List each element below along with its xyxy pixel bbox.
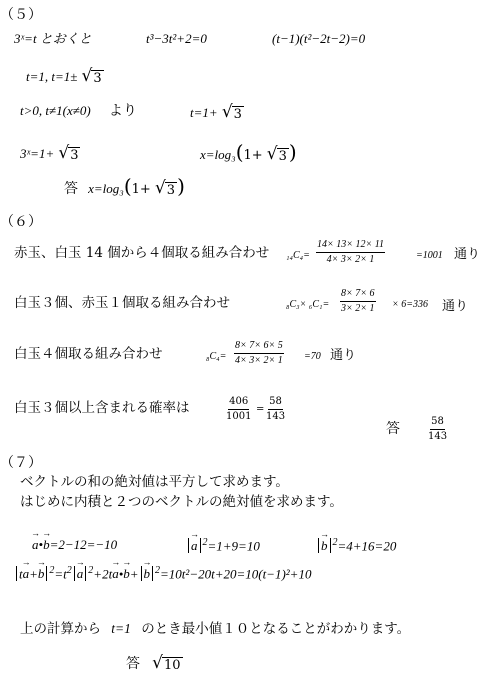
p6-row1-lhs: ₁₄C₄= bbox=[286, 250, 310, 261]
p6-row2-lhs: ₈C₃× ₆C₁= bbox=[286, 299, 330, 310]
p6-row3-unit: 通り bbox=[330, 348, 357, 363]
p5-line3-condition: t>0, t≠1(x≠0) bbox=[20, 103, 91, 118]
p7-norm-a: → a $^2$=1+9=10 bbox=[186, 538, 260, 553]
p6-answer-label: 答 bbox=[386, 421, 400, 437]
p6-row1-unit: 通り bbox=[454, 247, 481, 262]
p6-row3-fraction: $\frac{8\times 7\times 6\times 5}{4\times 3\times 2\times 1}$ bbox=[235, 340, 283, 366]
p6-row2-unit: 通り bbox=[442, 299, 469, 314]
p5-line1-substitution: 3ˣ=t とおくと bbox=[14, 31, 92, 46]
answer-label: 答 bbox=[126, 656, 140, 672]
sqrt-3: √ 3 bbox=[81, 66, 102, 86]
p6-row4-fraction-1: $\frac{406}{1001}$ bbox=[226, 396, 252, 422]
p5-line1-factored: (t−1)(t²−2t−2)=0 bbox=[272, 31, 366, 46]
sqrt-3: √ 3 bbox=[154, 178, 176, 198]
p6-row1-text: 赤玉、白玉 14 個から４個取る組み合わせ bbox=[14, 245, 270, 261]
p5-answer: 答 x=log₃(1+ √ 3 ) bbox=[64, 174, 185, 198]
p6-row1-result: =1001 bbox=[416, 250, 443, 261]
vector-a: → a bbox=[32, 538, 39, 551]
p5-line2 bbox=[26, 68, 104, 85]
p6-row4-fraction-2: $\frac{58}{143}$ bbox=[266, 396, 286, 422]
p5-line4-left: 3ˣ=1+ √ 3 bbox=[20, 143, 79, 163]
sqrt-3: √ 3 bbox=[266, 144, 287, 164]
p6-row3-lhs: ₈C₄= bbox=[206, 351, 227, 362]
p7-conclusion: 上の計算から t=1 のとき最小値１０となることがわかります。 bbox=[20, 621, 411, 637]
problem-7-label: （７） bbox=[0, 455, 42, 471]
vector-a: → a bbox=[191, 539, 198, 552]
p6-row4-text: 白玉３個以上含まれる確率は bbox=[14, 400, 190, 416]
vector-b: → b bbox=[321, 539, 328, 552]
p7-text-2: はじめに内積と２つのベクトルの絶対値を求めます。 bbox=[20, 494, 343, 510]
p6-row4-equals: = bbox=[256, 404, 265, 415]
p7-text-1: ベクトルの和の絶対値は平方して求めます。 bbox=[20, 474, 289, 490]
p5-line3-result: t=1+ √ 3 bbox=[190, 102, 242, 122]
p7-inner-product: → a•→ b=2−12=−10 bbox=[32, 538, 117, 551]
p5-line3-yori: より bbox=[108, 103, 137, 119]
p6-row2-fraction: $\frac{8\times 7\times 6}{3\times 2\times 1}$ bbox=[341, 288, 375, 314]
p5-line2-roots: t=1, t=1± bbox=[26, 69, 78, 84]
p6-row3-text: 白玉４個取る組み合わせ bbox=[14, 346, 163, 362]
answer-label: 答 bbox=[64, 181, 78, 197]
p7-answer bbox=[126, 655, 183, 672]
sqrt-10: √ 10 bbox=[152, 653, 181, 673]
p6-row1-fraction: $\frac{14\times 13\times 12\times 11}{4\times 3\times 2\times 1}$ bbox=[317, 239, 385, 265]
problem-5-label: （５） bbox=[0, 7, 42, 23]
p6-row3-result: =70 bbox=[304, 351, 321, 362]
sqrt-3: √ 3 bbox=[221, 102, 242, 122]
p5-line4-right: x=log₃(1+ √ 3 ) bbox=[200, 140, 297, 164]
vector-b: → b bbox=[43, 538, 50, 551]
problem-6-label: （６） bbox=[0, 214, 42, 230]
p6-row2-result: × 6=336 bbox=[392, 299, 428, 310]
p6-answer-fraction: $\frac{58}{143}$ bbox=[428, 416, 448, 442]
p7-expansion: t→ a+→ b $^2=t^2\to a$ $^2$+2t→ a•→ b+→ b $^2$=10t²−20t+20=10(t−1)²+10 bbox=[14, 566, 311, 581]
p5-line1-cubic: t³−3t²+2=0 bbox=[146, 31, 207, 46]
p7-norm-b: → b $^2$=4+16=20 bbox=[316, 538, 396, 553]
p6-row2-text: 白玉３個、赤玉１個取る組み合わせ bbox=[14, 295, 230, 311]
p5-line3 bbox=[20, 104, 137, 118]
sqrt-3: √ 3 bbox=[58, 143, 79, 163]
